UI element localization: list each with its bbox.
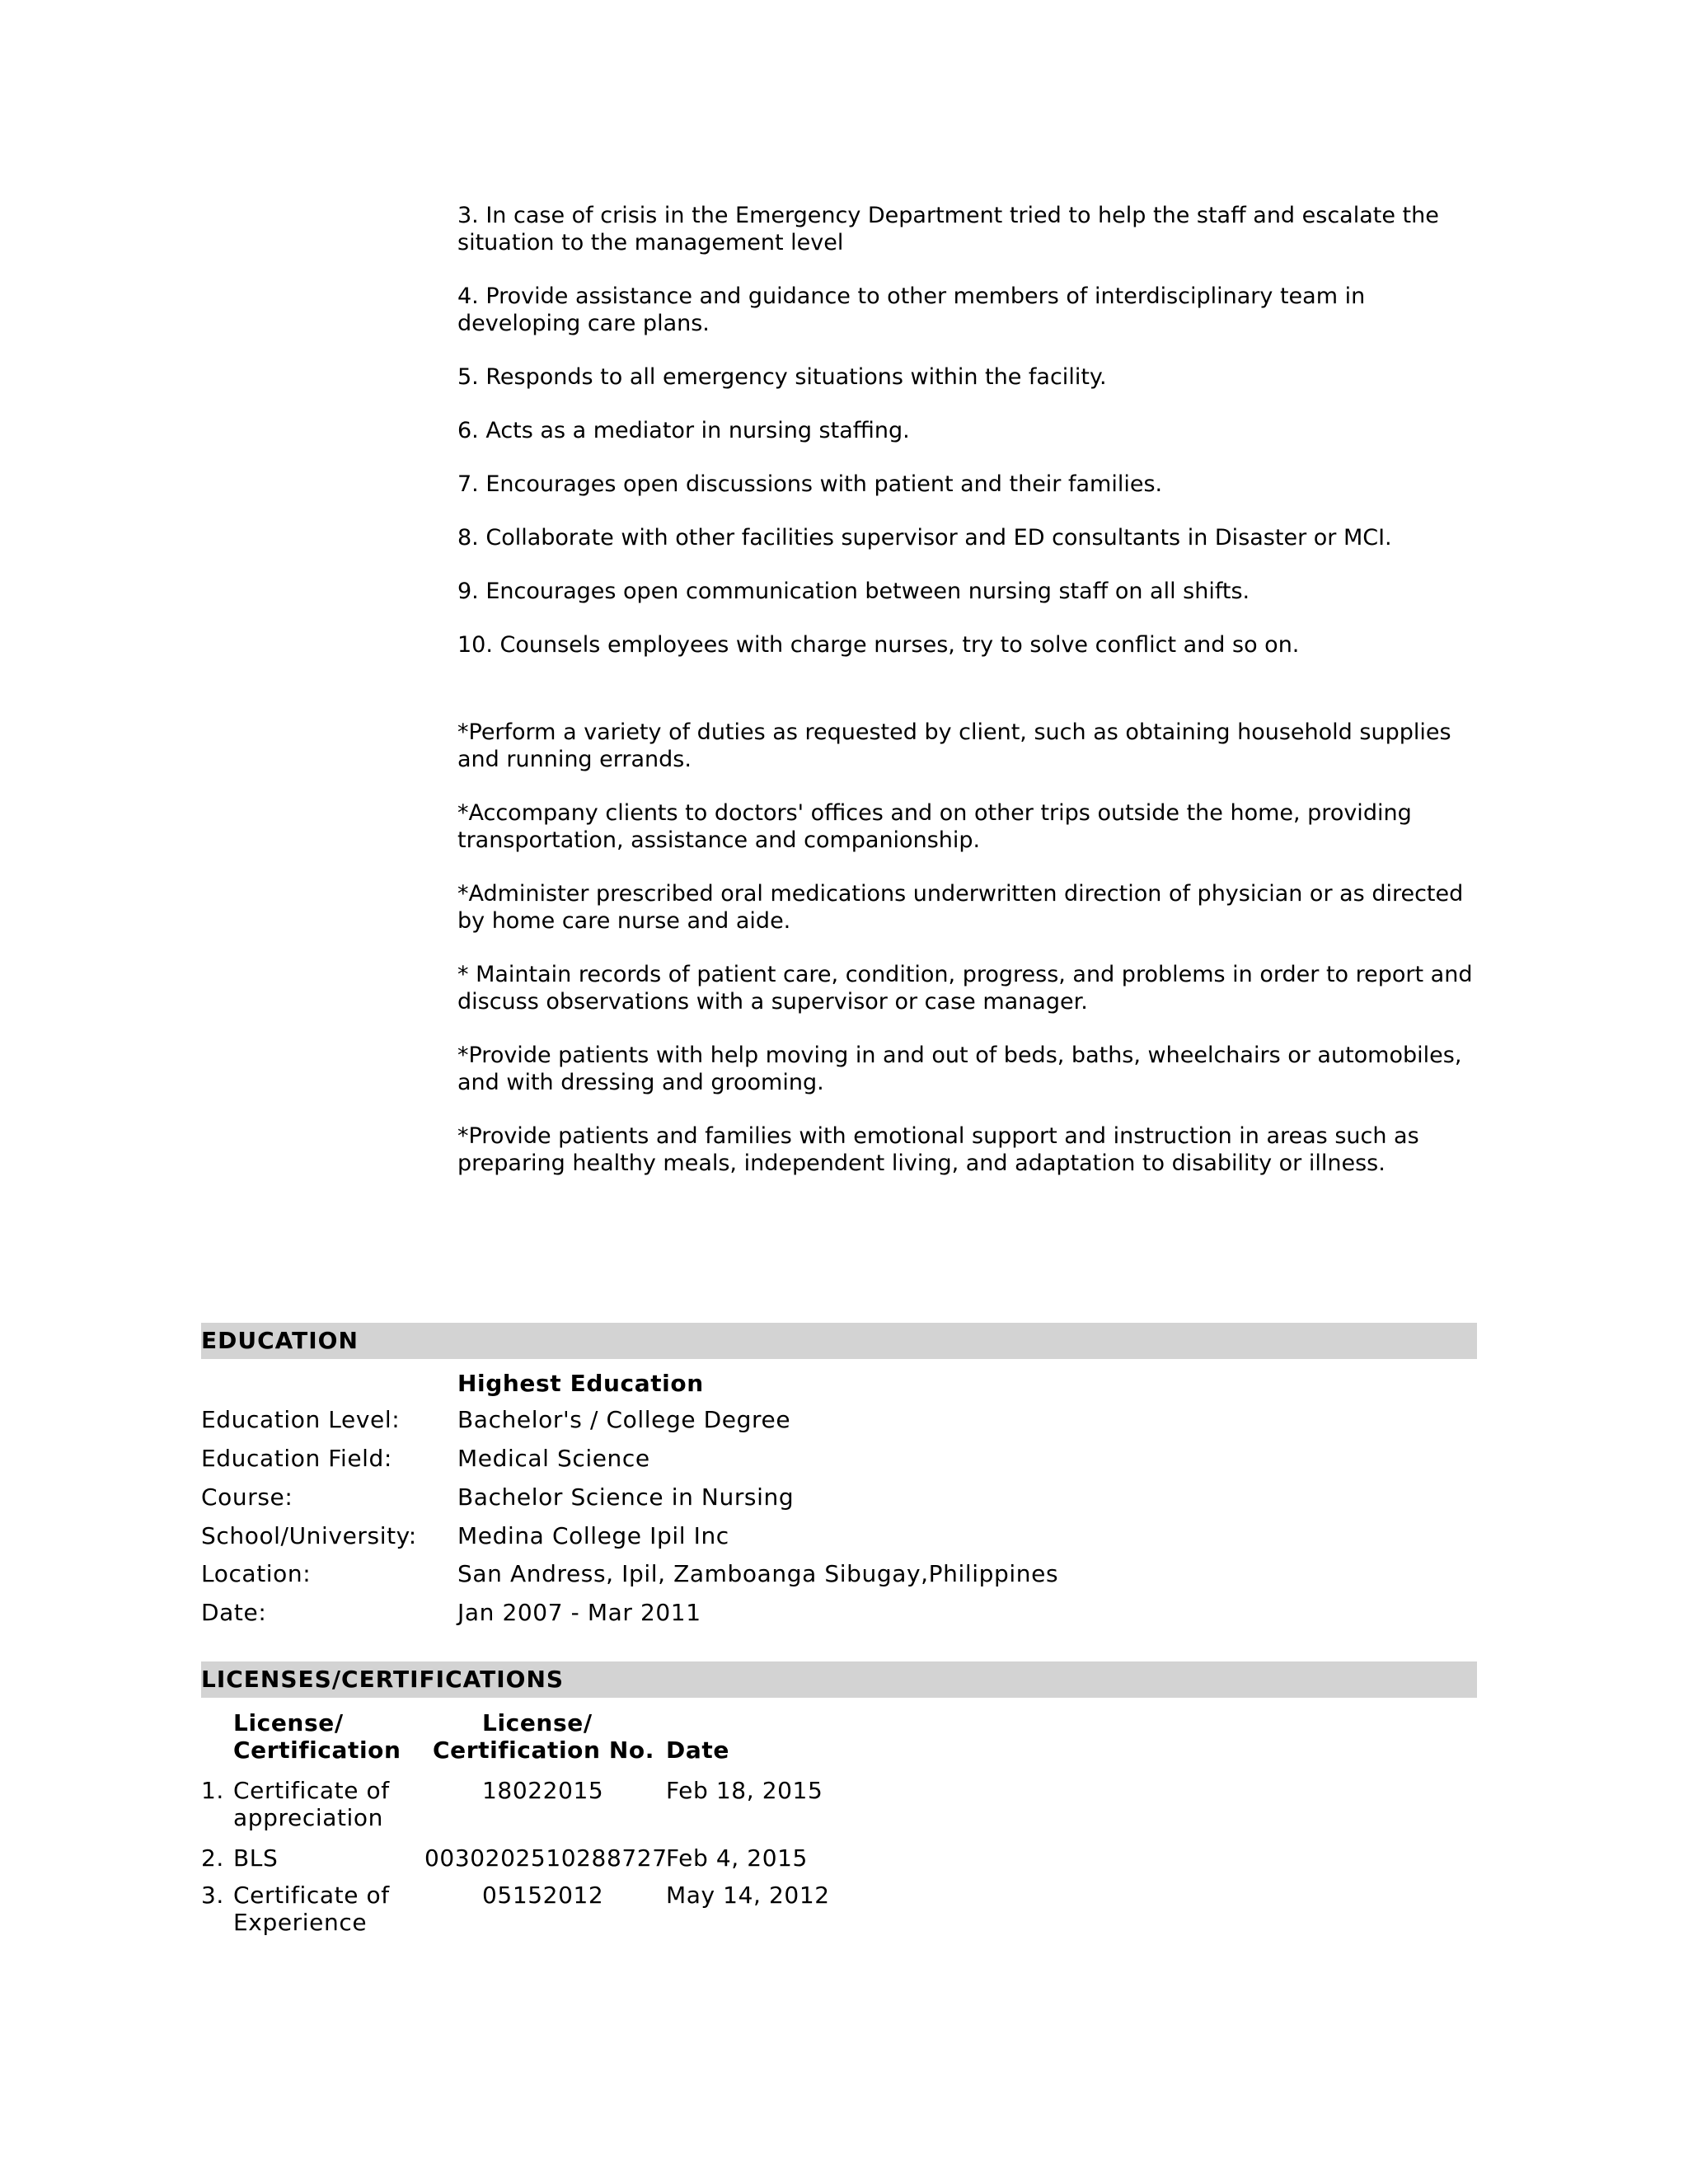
location-label: Location: bbox=[201, 1560, 312, 1587]
licenses-section-title: LICENSES/CERTIFICATIONS bbox=[201, 1666, 565, 1693]
duty-item: 9. Encourages open communication between nursing staff on all shifts. bbox=[457, 579, 1250, 604]
license-name-header-line1: License/ bbox=[233, 1709, 344, 1736]
license-row-index: 3. bbox=[201, 1882, 224, 1909]
license-name-line2: appreciation bbox=[233, 1804, 383, 1831]
duty-item: 4. Provide assistance and guidance to other members of interdisciplinary team in developing care plans. bbox=[457, 284, 1366, 336]
license-row-date: Feb 18, 2015 bbox=[666, 1777, 823, 1804]
license-row-date: May 14, 2012 bbox=[666, 1882, 830, 1909]
license-row-number: 18022015 bbox=[482, 1777, 604, 1804]
education-row-course bbox=[201, 1483, 1477, 1516]
location-value: San Andress, Ipil, Zamboanga Sibugay,Philippines bbox=[457, 1560, 1059, 1587]
education-section-bar bbox=[201, 1323, 1477, 1359]
education-row-field bbox=[201, 1445, 1477, 1478]
date-label: Date: bbox=[201, 1599, 267, 1626]
education-level-label: Education Level: bbox=[201, 1406, 401, 1433]
license-row-index: 1. bbox=[201, 1777, 224, 1804]
education-section-title: EDUCATION bbox=[201, 1327, 359, 1354]
license-name-header bbox=[233, 1709, 401, 1764]
license-row-name bbox=[233, 1882, 390, 1936]
license-name-line1: Certificate of bbox=[233, 1882, 390, 1909]
license-name-line1: Certificate of bbox=[233, 1777, 390, 1804]
course-label: Course: bbox=[201, 1483, 293, 1511]
school-label: School/University: bbox=[201, 1522, 417, 1549]
extra-duty-item: *Perform a variety of duties as requested by client, such as obtaining household supplies and running errands. bbox=[457, 719, 1451, 772]
duty-item: 5. Responds to all emergency situations within the facility. bbox=[457, 364, 1107, 390]
spacer bbox=[457, 685, 1479, 719]
duty-item: 6. Acts as a mediator in nursing staffing. bbox=[457, 418, 910, 443]
education-row-level bbox=[201, 1406, 1477, 1439]
license-row-name: BLS bbox=[233, 1844, 279, 1872]
license-number-header-line2: Certification No. bbox=[433, 1736, 655, 1764]
license-row-date: Feb 4, 2015 bbox=[666, 1844, 808, 1872]
course-value: Bachelor Science in Nursing bbox=[457, 1483, 795, 1511]
duties-list bbox=[457, 202, 1479, 1203]
education-level-value: Bachelor's / College Degree bbox=[457, 1406, 791, 1433]
duty-item: 10. Counsels employees with charge nurses, try to solve conflict and so on. bbox=[457, 632, 1300, 658]
extra-duty-item: *Administer prescribed oral medications underwritten direction of physician or as directed by home care nurse and aide. bbox=[457, 881, 1464, 934]
license-row-number: 05152012 bbox=[482, 1882, 604, 1909]
license-name-line2: Experience bbox=[233, 1909, 368, 1936]
license-number-header-line1: License/ bbox=[482, 1709, 593, 1736]
extra-duty-item: *Provide patients and families with emotional support and instruction in areas such as preparing healthy meals, independent living, and adaptation to disability or illness. bbox=[457, 1123, 1419, 1176]
education-row-date bbox=[201, 1599, 1477, 1632]
license-number-header bbox=[433, 1709, 654, 1764]
duty-item: 7. Encourages open discussions with patient and their families. bbox=[457, 471, 1163, 497]
extra-duty-item: * Maintain records of patient care, condition, progress, and problems in order to report and discuss observations with a supervisor or case manager. bbox=[457, 962, 1473, 1015]
extra-duty-item: *Provide patients with help moving in and out of beds, baths, wheelchairs or automobiles, and with dressing and grooming. bbox=[457, 1043, 1462, 1095]
license-row-index: 2. bbox=[201, 1844, 224, 1872]
license-name-header-line2: Certification bbox=[233, 1736, 401, 1764]
license-row-name bbox=[233, 1777, 390, 1831]
education-field-label: Education Field: bbox=[201, 1445, 392, 1472]
duty-item: 3. In case of crisis in the Emergency Department tried to help the staff and escalate the situation to the management level bbox=[457, 203, 1439, 255]
license-row-number: 0030202510288727 bbox=[424, 1844, 668, 1872]
duty-item: 8. Collaborate with other facilities supervisor and ED consultants in Disaster or MCI. bbox=[457, 525, 1392, 551]
education-row-location bbox=[201, 1560, 1477, 1593]
education-row-school bbox=[201, 1522, 1477, 1555]
school-value: Medina College Ipil Inc bbox=[457, 1522, 729, 1549]
education-field-value: Medical Science bbox=[457, 1445, 650, 1472]
license-date-header: Date bbox=[666, 1736, 729, 1764]
date-value: Jan 2007 - Mar 2011 bbox=[457, 1599, 701, 1626]
extra-duty-item: *Accompany clients to doctors' offices and on other trips outside the home, providing transportation, assistance and companionship. bbox=[457, 800, 1412, 853]
highest-education-heading: Highest Education bbox=[457, 1370, 704, 1397]
